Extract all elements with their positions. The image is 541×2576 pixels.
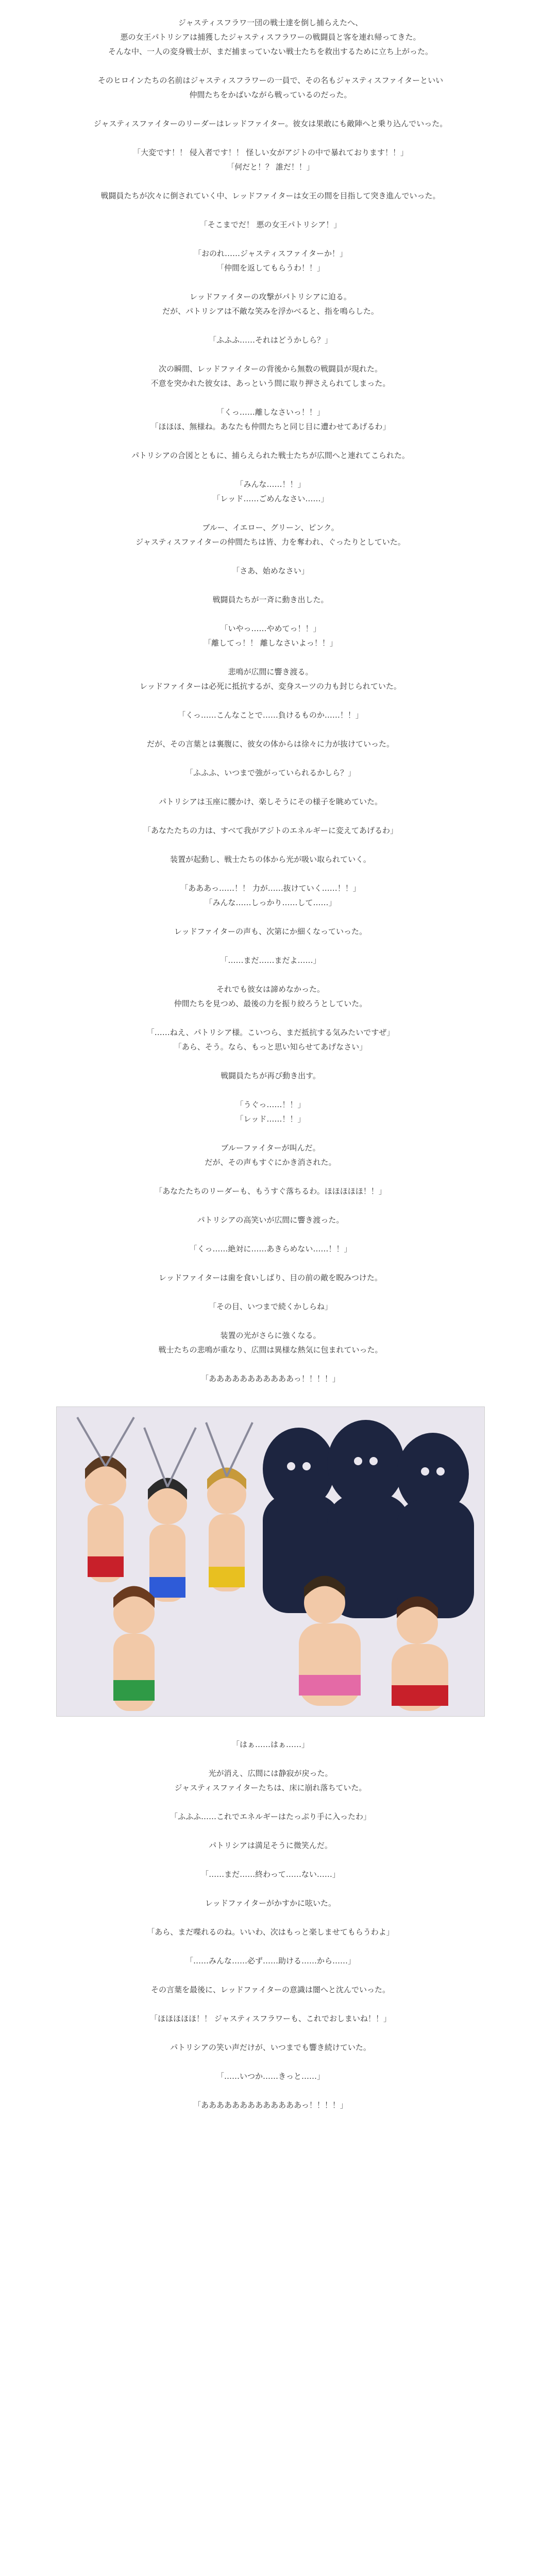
story-line: 不意を突かれた彼女は、あっという間に取り押さえられてしまった。 [150, 379, 391, 388]
story-line [21, 867, 520, 881]
story-line: パトリシアの合図とともに、捕らえられた戦士たちが広間へと連れてこられた。 [131, 451, 410, 460]
story-line: 「みんな……しっかり……して……」 [205, 898, 336, 907]
story-section-4 [21, 1025, 520, 1386]
story-line: レッドファイターは必死に抵抗するが、変身スーツの力も封じられていた。 [140, 682, 401, 691]
story-line: 「そこまでだ！ 悪の女王パトリシア！」 [199, 220, 342, 229]
story-line [21, 780, 520, 794]
story-line [21, 1126, 520, 1141]
story-line: 「みんな……！！」 [235, 480, 306, 489]
story-line: 戦闘員たちが一斉に動き出した。 [212, 595, 329, 604]
story-line [21, 2083, 520, 2098]
story-line: ジャスティスフラワ一団の戦士達を倒し捕らえたへ、 [178, 18, 363, 27]
story-line: それでも彼女は諦めなかった。 [216, 985, 325, 994]
story-line: 「ふふふ、いつまで強がっていられるかしら？」 [185, 768, 356, 777]
story-line: 「大変です！！ 侵入者です！！ 怪しい女がアジトの中で暴れております！！」 [133, 148, 408, 157]
story-text [21, 15, 520, 2112]
story-line: 戦闘員たちが再び動き出す。 [221, 1071, 320, 1080]
story-line [21, 1357, 520, 1371]
story-line: ジャスティスファイターのリーダーはレッドファイター。彼女は果敢にも敵陣へと乗り込んでいった。 [93, 119, 448, 128]
story-line [21, 318, 520, 333]
story-line: 「仲間を返してもらうわ！！」 [216, 263, 325, 273]
story-line: 装置が起動し、戦士たちの体から光が吸い取られていく。 [170, 855, 371, 864]
story-line [21, 1997, 520, 2011]
story-line [21, 910, 520, 924]
story-line: ブルーファイターが叫んだ。 [221, 1143, 320, 1153]
story-line [21, 751, 520, 766]
story-line: 「ほほほ、無様ね。あなたも仲間たちと同じ目に遭わせてあげるわ」 [150, 422, 391, 431]
story-line: 「あああっ……！！ 力が……抜けていく……！！」 [180, 884, 361, 893]
story-line: 「さあ、始めなさい」 [232, 566, 309, 575]
story-line: 「……みんな……必ず……助ける……から……」 [185, 1956, 356, 1965]
story-line: レッドファイターは歯を食いしばり、目の前の敵を睨みつけた。 [159, 1273, 382, 1282]
story-line [21, 203, 520, 217]
story-line [21, 102, 520, 116]
story-line [21, 1314, 520, 1328]
story-illustration [56, 1406, 485, 1717]
story-line [21, 838, 520, 852]
story-section-3 [21, 592, 520, 1011]
henchmen-group [263, 1420, 474, 1618]
story-line [21, 2055, 520, 2069]
story-line: 「……ねえ、パトリシア様。こいつら、まだ抵抗する気みたいですぜ」 [146, 1028, 395, 1037]
story-line: 「くっ……離しなさいっ！！」 [216, 408, 325, 417]
story-line [21, 722, 520, 737]
story-line: 光が消え、広間には静寂が戻った。 [208, 1769, 333, 1778]
story-line: 「あら、そう。なら、もっと思い知らせてあげなさい」 [174, 1042, 367, 1052]
story-line: パトリシアの高笑いが広間に響き渡った。 [197, 1215, 344, 1225]
story-line: 「ほほほほほ！！ ジャスティスフラワーも、これでおしまいね！！」 [150, 2014, 391, 2023]
story-line [21, 1824, 520, 1838]
story-line: だが、その声もすぐにかき消された。 [205, 1158, 336, 1167]
story-line [21, 174, 520, 189]
story-line: 次の瞬間、レッドファイターの背後から無数の戦闘員が現れた。 [158, 364, 383, 374]
story-line: 「あああああああああああっ！！！！」 [201, 1374, 340, 1383]
story-line [21, 939, 520, 953]
story-line: 仲間たちをかばいながら戦っているのだった。 [189, 90, 352, 99]
story-line: 「あなたたちのリーダーも、もうすぐ落ちるわ。ほほほほほ！！」 [155, 1187, 386, 1196]
story-line [21, 1198, 520, 1213]
story-line: 「……まだ……終わって……ない……」 [201, 1870, 340, 1879]
story-section-5 [21, 1737, 520, 2112]
story-line: パトリシアは満足そうに微笑んだ。 [209, 1841, 332, 1850]
story-line: 「うぐっ……！！」 [235, 1100, 306, 1109]
story-line [21, 1256, 520, 1270]
story-section-2 [21, 246, 520, 578]
story-line: 「……いつか……きっと……」 [216, 2072, 325, 2081]
story-line [21, 1083, 520, 1097]
story-line [21, 693, 520, 708]
story-line [21, 809, 520, 823]
story-line: 装置の光がさらに強くなる。 [220, 1331, 321, 1340]
story-line: レッドファイターの声も、次第にか細くなっていった。 [174, 927, 367, 936]
story-line: ブルー、イエロー、グリーン、ピンク。 [202, 523, 339, 532]
story-line: 「レッド……ごめんなさい……」 [212, 494, 329, 503]
story-line: 戦闘員たちが次々に倒されていく中、レッドファイターは女王の間を目指して突き進んでいった。 [100, 191, 441, 200]
story-line: レッドファイターの攻撃がパトリシアに迫る。 [190, 292, 351, 301]
story-line: だが、その言葉とは裏腹に、彼女の体からは徐々に力が抜けていった。 [146, 739, 394, 749]
story-line [21, 463, 520, 477]
story-line [21, 549, 520, 564]
story-line [21, 1882, 520, 1896]
story-line [21, 1054, 520, 1069]
story-line: 「あら、まだ喋れるのね。いいわ、次はもっと楽しませてもらうわよ」 [147, 1927, 394, 1937]
story-line: 「くっ……絶対に……あきらめない……！！」 [189, 1244, 352, 1253]
story-line: パトリシアの笑い声だけが、いつまでも響き続けていた。 [170, 2043, 371, 2052]
story-line: 悪の女王パトリシアは捕獲したジャスティスフラワーの戦闘員と客を連れ帰ってきた。 [120, 32, 421, 42]
story-line: 「あなたたちの力は、すべて我がアジトのエネルギーに変えてあげるわ」 [143, 826, 398, 835]
story-line [21, 1853, 520, 1867]
story-line: ジャスティスファイターの仲間たちは皆、力を奪われ、ぐったりとしていた。 [136, 537, 405, 547]
story-line: 戦士たちの悲鳴が重なり、広間は異様な熱気に包まれていった。 [158, 1345, 383, 1354]
story-line: その言葉を最後に、レッドファイターの意識は闇へと沈んでいった。 [150, 1985, 391, 1994]
story-line [21, 1170, 520, 1184]
story-line: パトリシアは玉座に腰かけ、楽しそうにその様子を眺めていた。 [158, 797, 383, 806]
story-line: 悲鳴が広間に響き渡る。 [228, 667, 313, 676]
story-line [21, 59, 520, 73]
story-line [21, 347, 520, 362]
story-line: 「あああああああああああああっ！！！！」 [193, 2100, 348, 2110]
story-line [21, 1968, 520, 1982]
story-line [21, 968, 520, 982]
story-section-1 [21, 15, 520, 232]
story-line: だが、パトリシアは不敵な笑みを浮かべると、指を鳴らした。 [162, 307, 379, 316]
story-line: 「ふふふ……それはどうかしら？」 [208, 335, 332, 345]
story-line: 「くっ……こんなことで……負けるものか……！！」 [178, 710, 363, 720]
story-line: 「おのれ……ジャスティスファイターか！」 [194, 249, 347, 258]
story-line: レッドファイターがかすかに呟いた。 [205, 1899, 336, 1908]
story-line [21, 1795, 520, 1809]
story-line [21, 2026, 520, 2040]
story-line: 「レッド……！！」 [235, 1114, 306, 1124]
story-line: 「……まだ……まだよ……」 [220, 956, 321, 965]
story-line [21, 434, 520, 448]
story-line [21, 506, 520, 520]
story-line [21, 1752, 520, 1766]
story-line: そのヒロインたちの名前はジャスティスフラワーの一員で、その名もジャスティスファイターといい [97, 76, 444, 85]
story-line [21, 391, 520, 405]
story-line [21, 1910, 520, 1925]
story-line: 「離してっ！！ 離しなさいよっ！！」 [204, 638, 337, 648]
story-line: 仲間たちを見つめ、最後の力を振り絞ろうとしていた。 [174, 999, 367, 1008]
story-line [21, 131, 520, 145]
story-line: 「何だと！？ 誰だ！！」 [227, 162, 314, 172]
story-line: 「はぁ……はぁ……」 [231, 1740, 309, 1749]
story-line [21, 607, 520, 621]
illustration-graphic [57, 1407, 484, 1716]
story-line [21, 650, 520, 665]
story-line: 「ふふふ……これでエネルギーはたっぷり手に入ったわ」 [170, 1812, 371, 1821]
story-line [21, 275, 520, 290]
story-line: 「いやっ……やめてっ！！」 [220, 624, 321, 633]
story-line: そんな中、一人の変身戦士が、まだ捕まっていない戦士たちを救出するために立ち上がった。 [108, 47, 433, 56]
story-line [21, 1285, 520, 1299]
story-line [21, 1939, 520, 1954]
story-line [21, 1227, 520, 1242]
story-line: 「その目、いつまで続くかしらね」 [208, 1302, 332, 1311]
story-line: ジャスティスファイターたちは、床に崩れ落ちていた。 [174, 1783, 367, 1792]
